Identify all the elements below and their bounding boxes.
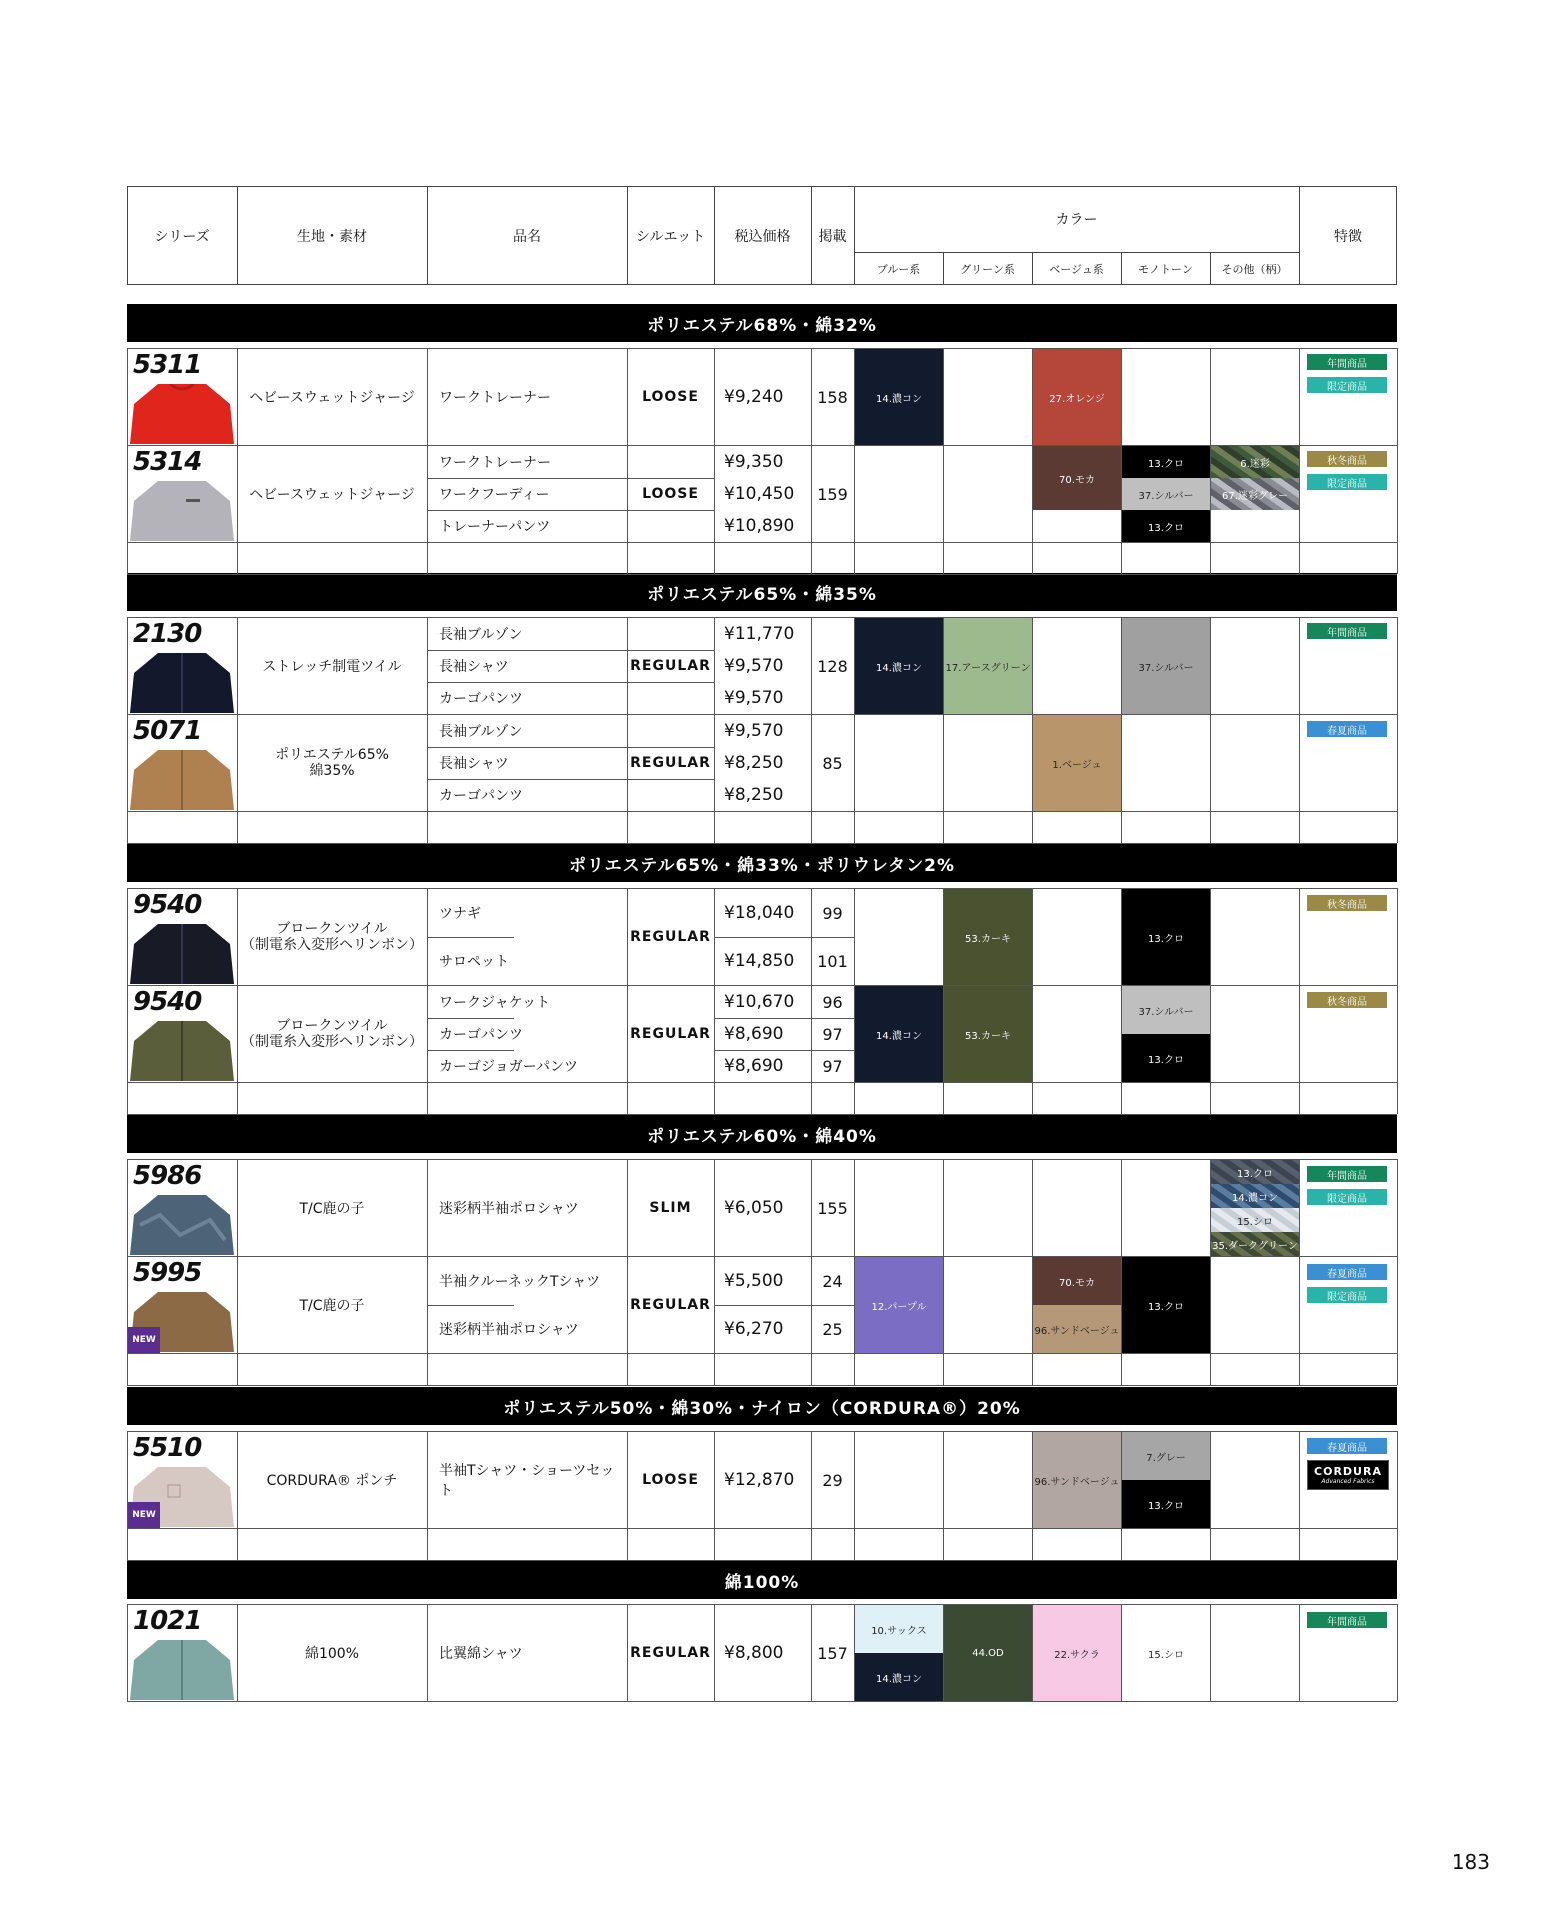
- silhouette-label: REGULAR: [630, 929, 711, 945]
- header-color-blue: ブルー系: [876, 262, 921, 276]
- grid-line: [127, 1604, 128, 1701]
- swatch-camo-gray: 67.迷彩グレー: [1211, 478, 1299, 510]
- product-image-jacket: [130, 653, 234, 713]
- page-number: 85: [822, 753, 843, 773]
- grid-line: [427, 1431, 428, 1560]
- grid-line: [127, 574, 1397, 575]
- grid-line: [943, 1431, 944, 1560]
- material-text: [237, 715, 427, 811]
- page-number: 24: [822, 1271, 843, 1291]
- product-name: 長袖シャツ: [439, 659, 509, 675]
- grid-line: [854, 1431, 855, 1560]
- grid-line: [127, 843, 1397, 844]
- material-line: （制電糸入変形ヘリンボン）: [241, 1034, 423, 1050]
- swatch-silver: 37.シルバー: [1122, 986, 1210, 1034]
- grid-line: [1397, 1431, 1398, 1560]
- product-image-polo: [130, 1195, 234, 1255]
- price-value: ¥6,270: [724, 1319, 784, 1339]
- grid-line: [427, 348, 428, 574]
- swatch-gray: 7.グレー: [1122, 1432, 1210, 1480]
- series-code: 5071: [133, 716, 202, 746]
- badge-annual: 年間商品: [1307, 1166, 1387, 1182]
- product-name: ワークトレーナー: [439, 455, 551, 471]
- grid-line: [714, 617, 715, 843]
- grid-line: [1210, 1431, 1211, 1560]
- product-name: カーゴパンツ: [439, 691, 523, 707]
- price-value: ¥8,800: [724, 1643, 784, 1663]
- silhouette-label: SLIM: [649, 1200, 692, 1216]
- material-text: T/C鹿の子: [299, 1201, 365, 1217]
- header-page: 掲載: [818, 228, 847, 245]
- grid-line: [943, 348, 944, 574]
- swatch-navy: 14.濃コン: [855, 1653, 943, 1701]
- swatch-od: 44.OD: [944, 1605, 1032, 1701]
- page-number: 25: [822, 1319, 843, 1339]
- grid-line: [1397, 888, 1398, 1114]
- grid-line: [127, 1385, 1397, 1386]
- product-name: カーゴジョガーパンツ: [439, 1059, 579, 1075]
- series-code: 5311: [133, 350, 202, 380]
- swatch-black: 13.クロ: [1122, 446, 1210, 478]
- price-value: ¥9,570: [724, 656, 784, 676]
- cordura-logo-text: CORDURA: [1314, 1465, 1382, 1478]
- swatch-camo-white: 15.シロ: [1211, 1208, 1299, 1232]
- badge-limited: 限定商品: [1307, 1287, 1387, 1303]
- badge-annual: 年間商品: [1307, 1612, 1387, 1628]
- grid-line: [1299, 1604, 1300, 1701]
- price-value: ¥10,890: [724, 516, 795, 536]
- series-code: 9540: [133, 890, 202, 920]
- swatch-sakura: 22.サクラ: [1033, 1605, 1121, 1701]
- series-code: 9540: [133, 987, 202, 1017]
- swatch-sand-beige: 96.サンドベージュ: [1033, 1432, 1121, 1528]
- price-value: ¥18,040: [724, 903, 795, 923]
- header-feature: 特徴: [1334, 228, 1362, 245]
- grid-line: [1397, 1604, 1398, 1701]
- swatch-navy: 14.濃コン: [855, 986, 943, 1082]
- swatch-camo-dark-green: 35.ダークグリーン: [1211, 1232, 1299, 1256]
- silhouette-label: REGULAR: [630, 1026, 711, 1042]
- silhouette-label: REGULAR: [630, 658, 711, 674]
- grid-line: [127, 1560, 1397, 1561]
- product-name: 半袖クルーネックTシャツ: [439, 1274, 601, 1290]
- swatch-moka: 70.モカ: [1033, 446, 1121, 510]
- page-number: 159: [817, 484, 848, 504]
- product-name: カーゴパンツ: [439, 788, 523, 804]
- product-image-sweatshirt: [130, 384, 234, 444]
- series-code: 5995: [133, 1258, 202, 1288]
- material-text: [237, 889, 427, 985]
- header-color-mono: モノトーン: [1138, 262, 1193, 276]
- swatch-black: 13.クロ: [1122, 889, 1210, 985]
- series-code: 5314: [133, 447, 202, 477]
- grid-line: [127, 617, 128, 843]
- series-code: 5510: [133, 1433, 202, 1463]
- swatch-khaki: 53.カーキ: [944, 889, 1032, 985]
- price-value: ¥5,500: [724, 1271, 784, 1291]
- header-color: カラー: [1055, 212, 1098, 228]
- material-text: CORDURA® ポンチ: [266, 1473, 398, 1489]
- page-number: 97: [822, 1056, 843, 1076]
- material-text: ストレッチ制電ツイル: [262, 659, 402, 675]
- header-color-beige: ベージュ系: [1049, 262, 1104, 276]
- price-value: ¥10,670: [724, 992, 795, 1012]
- section-bar: 綿100%: [127, 1561, 1397, 1599]
- header-color-other: その他（柄）: [1221, 262, 1288, 276]
- badge-limited: 限定商品: [1307, 474, 1387, 490]
- grid-line: [1210, 888, 1211, 1114]
- grid-line: [127, 1431, 128, 1560]
- page-number-footer: 183: [1451, 1850, 1490, 1874]
- page-number: 155: [817, 1198, 848, 1218]
- product-name: 半袖Tシャツ・ショーツセット: [439, 1463, 615, 1499]
- silhouette-label: LOOSE: [642, 1472, 699, 1488]
- product-name: ツナギ: [439, 906, 481, 922]
- price-value: ¥8,690: [724, 1056, 784, 1076]
- cordura-logo-sub: Advanced Fabrics: [1321, 1478, 1375, 1485]
- silhouette-label: REGULAR: [630, 1297, 711, 1313]
- section-bar: ポリエステル65%・綿35%: [127, 573, 1397, 611]
- page-number: 29: [822, 1470, 843, 1490]
- swatch-moka: 70.モカ: [1033, 1257, 1121, 1305]
- grid-line: [127, 1353, 1397, 1354]
- price-value: ¥14,850: [724, 951, 795, 971]
- grid-line: [1210, 1604, 1211, 1701]
- swatch-orange: 27.オレンジ: [1033, 349, 1121, 445]
- badge-limited: 限定商品: [1307, 377, 1387, 393]
- swatch-sax: 10.サックス: [855, 1605, 943, 1653]
- product-name: カーゴパンツ: [439, 1027, 523, 1043]
- product-name: サロペット: [439, 954, 509, 970]
- grid-line: [714, 1604, 715, 1701]
- swatch-silver: 37.シルバー: [1122, 478, 1210, 510]
- grid-line: [1397, 1159, 1398, 1385]
- page-number: 128: [817, 656, 848, 676]
- grid-line: [127, 542, 1397, 543]
- section-bar: ポリエステル65%・綿33%・ポリウレタン2%: [127, 844, 1397, 882]
- silhouette-label: LOOSE: [642, 486, 699, 502]
- grid-line: [1299, 1431, 1300, 1560]
- grid-line: [1032, 888, 1033, 1114]
- swatch-black: 13.クロ: [1122, 1257, 1210, 1353]
- series-code: 1021: [133, 1606, 202, 1636]
- product-image-work-jacket: [130, 1021, 234, 1081]
- badge-autumn-winter: 秋冬商品: [1307, 451, 1387, 467]
- header-silhouette: シルエット: [635, 228, 706, 245]
- grid-line: [1299, 348, 1300, 574]
- cordura-logo: [1307, 1460, 1389, 1490]
- price-value: ¥6,050: [724, 1198, 784, 1218]
- grid-line: [127, 1701, 1397, 1702]
- new-badge: NEW: [128, 1327, 160, 1353]
- product-name: 長袖ブルゾン: [439, 724, 523, 740]
- grid-line: [1299, 617, 1300, 843]
- price-value: ¥9,570: [724, 688, 784, 708]
- product-name: ワークジャケット: [439, 995, 551, 1011]
- material-text: [237, 986, 427, 1082]
- product-name: 長袖シャツ: [439, 756, 509, 772]
- page-number: 158: [817, 387, 848, 407]
- swatch-navy: 14.濃コン: [855, 349, 943, 445]
- price-value: ¥8,250: [724, 785, 784, 805]
- badge-limited: 限定商品: [1307, 1189, 1387, 1205]
- price-value: ¥11,770: [724, 624, 795, 644]
- material-text: T/C鹿の子: [299, 1298, 365, 1314]
- product-name: 迷彩柄半袖ポロシャツ: [439, 1201, 579, 1217]
- product-name: 迷彩柄半袖ポロシャツ: [439, 1322, 579, 1338]
- product-image-coverall: [130, 924, 234, 984]
- swatch-earth-green: 17.アースグリーン: [944, 618, 1032, 714]
- silhouette-label: REGULAR: [630, 1645, 711, 1661]
- page-number: 97: [822, 1024, 843, 1044]
- material-text: ヘビースウェットジャージ: [249, 487, 415, 503]
- product-image-shirt: [130, 1640, 234, 1700]
- badge-annual: 年間商品: [1307, 623, 1387, 639]
- grid-line: [127, 1528, 1397, 1529]
- swatch-black: 13.クロ: [1122, 1480, 1210, 1528]
- badge-spring-summer: 春夏商品: [1307, 721, 1387, 737]
- badge-spring-summer: 春夏商品: [1307, 1264, 1387, 1280]
- swatch-black: 13.クロ: [1122, 1034, 1210, 1082]
- material-line: ブロークンツイル: [276, 1018, 388, 1034]
- grid-line: [427, 888, 428, 1114]
- swatch-sand-beige: 96.サンドベージュ: [1033, 1305, 1121, 1353]
- price-value: ¥10,450: [724, 484, 795, 504]
- header-material: 生地・素材: [297, 228, 367, 245]
- grid-line: [943, 1159, 944, 1385]
- swatch-navy: 14.濃コン: [855, 618, 943, 714]
- section-bar: ポリエステル60%・綿40%: [127, 1115, 1397, 1153]
- grid-line: [127, 348, 128, 574]
- grid-line: [1299, 888, 1300, 1114]
- price-value: ¥8,250: [724, 753, 784, 773]
- grid-line: [1210, 617, 1211, 843]
- price-value: ¥8,690: [724, 1024, 784, 1044]
- material-line: 綿35%: [309, 763, 355, 779]
- page-number: 157: [817, 1643, 848, 1663]
- grid-line: [1397, 617, 1398, 843]
- grid-line: [127, 811, 1397, 812]
- page-number: 101: [817, 951, 848, 971]
- header-price: 税込価格: [734, 228, 791, 245]
- grid-line: [1299, 1159, 1300, 1385]
- price-value: ¥9,240: [724, 387, 784, 407]
- header-series: シリーズ: [154, 228, 210, 245]
- header-product: 品名: [513, 228, 541, 245]
- series-code: 2130: [133, 619, 202, 649]
- price-value: ¥9,570: [724, 721, 784, 741]
- material-line: ブロークンツイル: [276, 921, 388, 937]
- product-name: ワークトレーナー: [439, 390, 551, 406]
- swatch-white: 15.シロ: [1122, 1605, 1210, 1701]
- grid-line: [714, 348, 715, 574]
- grid-line: [427, 1159, 428, 1385]
- section-bar: ポリエステル50%・綿30%・ナイロン（CORDURA®）20%: [127, 1387, 1397, 1425]
- product-name: 長袖ブルゾン: [439, 627, 523, 643]
- product-name: 比翼綿シャツ: [439, 1646, 523, 1662]
- material-text: 綿100%: [304, 1646, 360, 1662]
- swatch-silver: 37.シルバー: [1122, 618, 1210, 714]
- badge-annual: 年間商品: [1307, 354, 1387, 370]
- series-code: 5986: [133, 1161, 202, 1191]
- product-image-sweatshirt: [130, 481, 234, 541]
- page-number: 99: [822, 903, 843, 923]
- grid-line: [127, 1082, 1397, 1083]
- swatch-purple: 12.パープル: [855, 1257, 943, 1353]
- material-line: ポリエステル65%: [275, 747, 389, 763]
- swatch-beige: 1.ベージュ: [1033, 715, 1121, 811]
- swatch-black: 13.クロ: [1122, 510, 1210, 542]
- product-name: トレーナーパンツ: [439, 519, 551, 535]
- grid-line: [714, 1431, 715, 1560]
- material-text: ヘビースウェットジャージ: [249, 390, 415, 406]
- header-color-green: グリーン系: [960, 262, 1015, 276]
- swatch-camo: 6.迷彩: [1211, 446, 1299, 478]
- product-image-shirt: [130, 750, 234, 810]
- grid-line: [427, 1604, 428, 1701]
- price-value: ¥9,350: [724, 452, 784, 472]
- grid-line: [714, 1159, 715, 1385]
- silhouette-label: REGULAR: [630, 755, 711, 771]
- material-line: （制電糸入変形ヘリンボン）: [241, 937, 423, 953]
- grid-line: [127, 1114, 1397, 1115]
- silhouette-label: LOOSE: [642, 389, 699, 405]
- swatch-camo-navy: 14.濃コン: [1211, 1184, 1299, 1208]
- section-bar: ポリエステル68%・綿32%: [127, 304, 1397, 342]
- grid-line: [714, 888, 715, 1114]
- badge-autumn-winter: 秋冬商品: [1307, 992, 1387, 1008]
- product-name: ワークフーディー: [439, 487, 550, 503]
- grid-line: [127, 888, 128, 1114]
- new-badge: NEW: [128, 1502, 160, 1528]
- badge-autumn-winter: 秋冬商品: [1307, 895, 1387, 911]
- swatch-camo-black: 13.クロ: [1211, 1160, 1299, 1184]
- badge-spring-summer: 春夏商品: [1307, 1438, 1387, 1454]
- page-number: 96: [822, 992, 843, 1012]
- grid-line: [1397, 348, 1398, 574]
- price-value: ¥12,870: [724, 1470, 795, 1490]
- swatch-khaki: 53.カーキ: [944, 986, 1032, 1082]
